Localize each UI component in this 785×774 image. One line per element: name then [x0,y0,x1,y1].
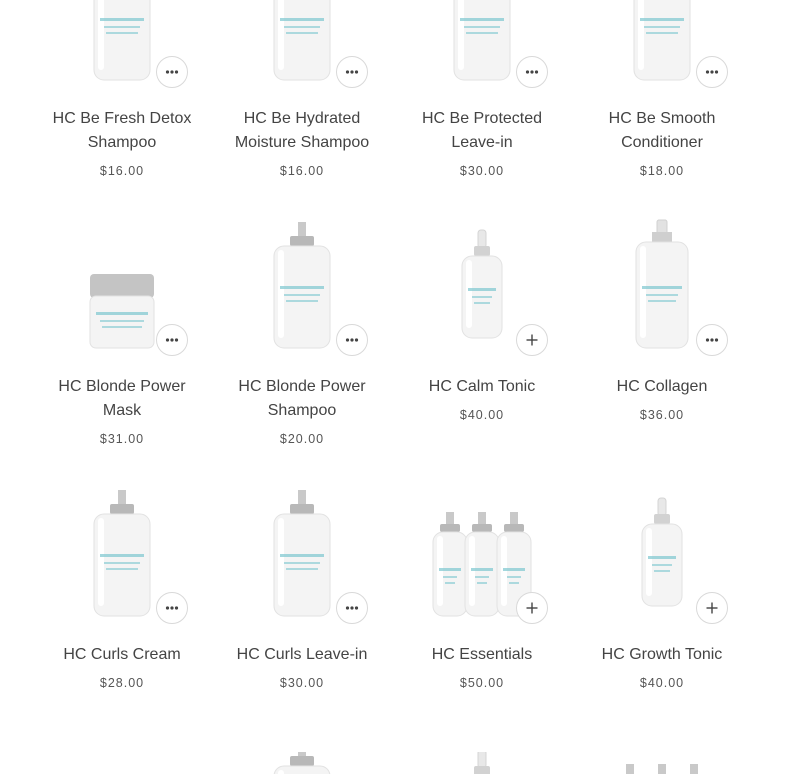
product-card[interactable] [392,216,572,484]
product-name-line: HC Be Protected [421,110,543,127]
product-price: $31.00 [99,432,145,446]
product-name-line: HC Essentials [431,646,533,663]
product-name[interactable] [32,107,212,155]
product-card[interactable] [572,216,752,484]
product-price: $16.00 [99,164,145,178]
plus-icon [525,601,539,615]
more-options-button[interactable] [156,592,188,624]
product-name[interactable] [32,375,212,423]
product-card[interactable] [572,484,752,752]
product-price: $28.00 [99,676,145,690]
product-price: $40.00 [459,408,505,422]
product-price: $30.00 [279,676,325,690]
product-name-line: HC Curls Cream [63,646,181,663]
ellipsis-icon [165,333,179,347]
product-card[interactable] [32,0,212,216]
more-options-button[interactable] [156,56,188,88]
product-name[interactable] [572,643,752,667]
product-name-line: HC Growth Tonic [601,646,723,663]
quick-add-button[interactable] [516,324,548,356]
ellipsis-icon [705,333,719,347]
product-card[interactable] [32,216,212,484]
product-name-line: HC Collagen [616,378,708,395]
product-name[interactable] [212,107,392,155]
more-options-button[interactable] [336,56,368,88]
product-name-line: HC Curls Leave-in [236,646,368,663]
product-name-line: Shampoo [267,402,337,419]
product-image[interactable] [242,752,362,774]
product-name[interactable] [392,375,572,399]
product-card[interactable] [572,0,752,216]
product-name-line: HC Be Fresh Detox [52,110,192,127]
ellipsis-icon [165,601,179,615]
product-name[interactable] [572,107,752,155]
product-name[interactable] [572,375,752,399]
product-price: $20.00 [279,432,325,446]
product-name[interactable] [212,643,392,667]
quick-add-button[interactable] [516,592,548,624]
more-options-button[interactable] [336,324,368,356]
product-price: $50.00 [459,676,505,690]
ellipsis-icon [345,333,359,347]
more-options-button[interactable] [156,324,188,356]
product-name-line: HC Be Smooth [608,110,716,127]
ellipsis-icon [345,601,359,615]
plus-icon [525,333,539,347]
product-name-line: Shampoo [87,134,157,151]
ellipsis-icon [525,65,539,79]
product-price: $16.00 [279,164,325,178]
ellipsis-icon [165,65,179,79]
product-card[interactable] [392,0,572,216]
product-name-line: HC Blonde Power [238,378,366,395]
product-price: $30.00 [459,164,505,178]
more-options-button[interactable] [516,56,548,88]
product-name-line: Mask [102,402,142,419]
product-name-line: Conditioner [621,134,703,151]
product-name-line: HC Blonde Power [58,378,186,395]
product-image[interactable] [422,752,542,774]
product-name-line: Leave-in [451,134,513,151]
product-card[interactable] [212,484,392,752]
more-options-button[interactable] [336,592,368,624]
more-options-button[interactable] [696,324,728,356]
product-name-line: HC Be Hydrated [243,110,361,127]
product-card[interactable] [392,484,572,752]
product-price: $18.00 [639,164,685,178]
product-card[interactable] [212,216,392,484]
product-card[interactable] [212,752,392,774]
product-name[interactable] [32,643,212,667]
product-name[interactable] [392,643,572,667]
product-price: $40.00 [639,676,685,690]
product-card[interactable] [32,484,212,752]
product-card[interactable] [572,752,752,774]
product-image[interactable] [602,752,722,774]
ellipsis-icon [345,65,359,79]
product-card[interactable] [212,0,392,216]
product-card[interactable] [392,752,572,774]
product-price: $36.00 [639,408,685,422]
ellipsis-icon [705,65,719,79]
product-name[interactable] [212,375,392,423]
product-name-line: Moisture Shampoo [234,134,370,151]
quick-add-button[interactable] [696,592,728,624]
more-options-button[interactable] [696,56,728,88]
product-name-line: HC Calm Tonic [428,378,536,395]
product-name[interactable] [392,107,572,155]
plus-icon [705,601,719,615]
